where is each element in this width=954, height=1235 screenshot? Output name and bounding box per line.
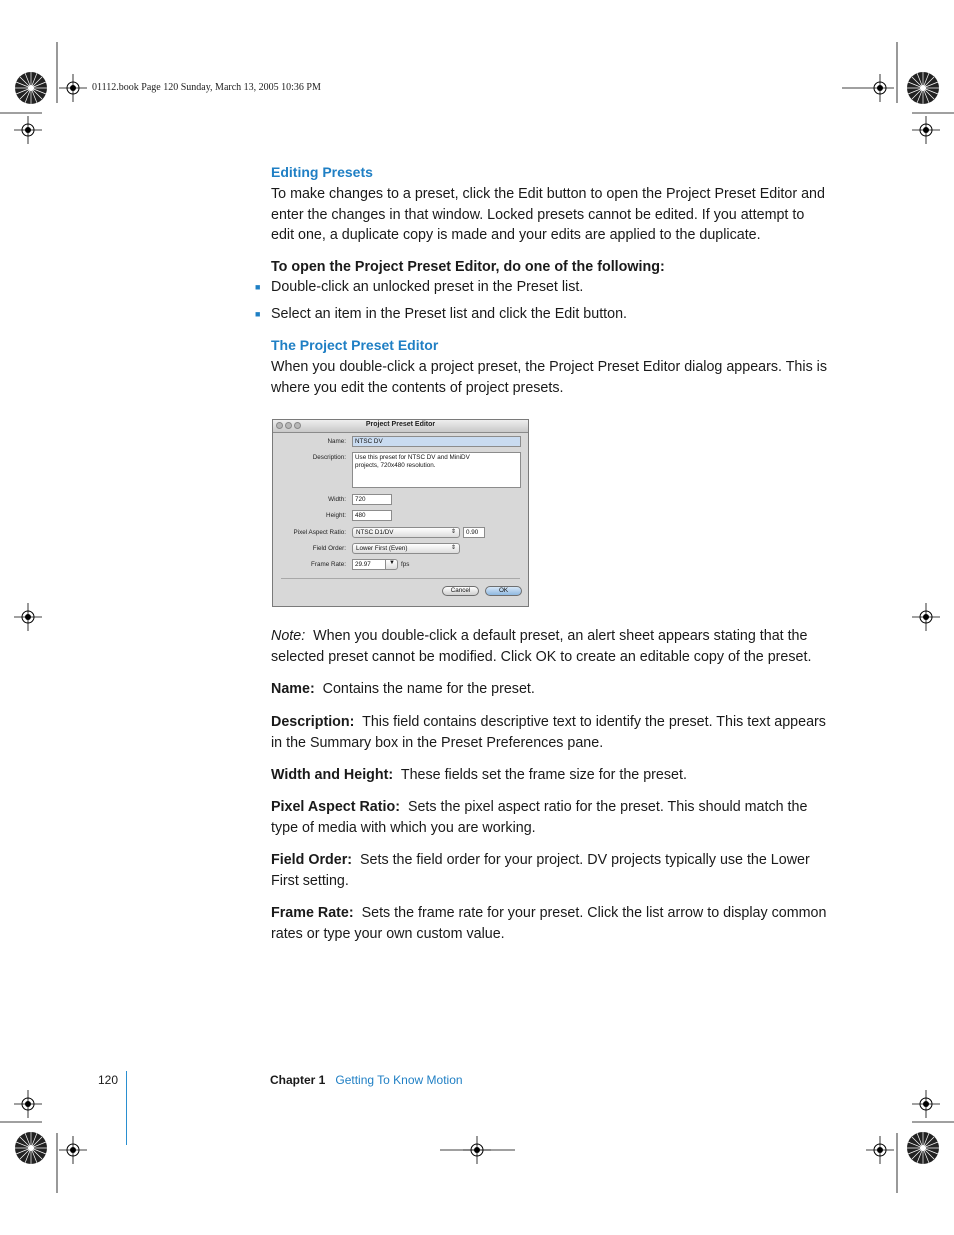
cancel-button[interactable]: Cancel [442,586,479,596]
registration-star-icon [15,72,47,104]
description-field[interactable]: Use this preset for NTSC DV and MiniDV projects, 720x480 resolution. [352,452,521,488]
crosshair-icon [14,116,42,144]
dialog-title: Project Preset Editor [365,421,436,428]
definition-pixel-aspect-ratio: Pixel Aspect Ratio: Sets the pixel aspect ratio for the preset. This should match the type of media with which you are working. [271,799,808,836]
page-number: 120 [98,1073,119,1087]
crosshair-icon [14,1090,42,1118]
crosshair-icon [59,74,87,102]
heading-editing-presets: Editing Presets [271,164,373,180]
note-paragraph: Note: When you double-click a default preset, an alert sheet appears stating that the selected preset cannot be modified. Click OK to create an editable copy of the preset. [271,628,812,665]
height-label: Height: [326,512,346,519]
field-order-label: Field Order: [312,545,346,552]
frame-rate-field[interactable]: 29.97 [352,559,386,570]
registration-star-icon [15,1132,47,1164]
bullet-item: Double-click an unlocked preset in the Preset list. [271,279,584,295]
running-footer [270,1073,463,1087]
ok-button[interactable]: OK [485,586,522,596]
updown-arrows-icon: ⇕ [450,529,456,535]
pixel-aspect-ratio-popup[interactable]: NTSC D1/DV ⇕ [352,527,460,538]
note-label: Note: [271,628,306,644]
name-label: Name: [327,438,346,445]
width-label: Width: [328,496,346,503]
heading-project-preset-editor: The Project Preset Editor [271,337,439,353]
field-order-popup[interactable]: Lower First (Even) ⇕ [352,543,460,554]
height-field[interactable]: 480 [352,510,392,521]
definition-name: Name: Contains the name for the preset. [271,681,535,697]
width-field[interactable]: 720 [352,494,392,505]
description-label: Description: [312,454,346,461]
updown-arrows-icon: ⇕ [450,545,456,551]
fps-unit: fps [401,561,410,568]
frame-rate-label: Frame Rate: [311,561,346,568]
preset-editor-dialog [272,419,529,607]
paragraph-project-preset-editor: When you double-click a project preset, the Project Preset Editor dialog appears. This is where you edit the contents of project presets. [271,359,828,396]
registration-star-icon [907,1132,939,1164]
crosshair-icon [912,1090,940,1118]
crosshair-icon [912,603,940,631]
task-heading: To open the Project Preset Editor, do one of the following: [271,259,665,275]
definition-description: Description: This field contains descriptive text to identify the preset. This text appears in the Summary box in the Preset Preferences pane. [271,714,826,751]
bullet-icon: ■ [255,282,261,292]
frame-rate-dropdown[interactable] [385,559,398,570]
paragraph-editing-presets: To make changes to a preset, click the Edit button to open the Project Preset Editor and enter the changes in that window. Locked presets cannot be edited. If you attempt to edit one, a duplicate copy is made and your edits are applied to the duplicate. [271,186,825,243]
dialog-titlebar [273,420,528,433]
definition-field-order: Field Order: Sets the field order for your project. DV projects typically use the Lower First setting. [271,852,810,889]
registration-star-icon [907,72,939,104]
bullet-item: Select an item in the Preset list and click the Edit button. [271,306,628,322]
print-slug: 01112.book Page 120 Sunday, March 13, 2005 10:36 PM [92,82,321,93]
pixel-aspect-ratio-value[interactable]: 0.90 [463,527,485,538]
crosshair-icon [866,74,894,102]
pixel-aspect-ratio-label: Pixel Aspect Ratio: [293,529,346,536]
name-field[interactable]: NTSC DV [352,436,521,447]
dropdown-arrow-icon: ▼ [389,560,395,566]
chapter-title-link[interactable]: Getting To Know Motion [335,1073,463,1087]
footer-rule [126,1071,127,1145]
crosshair-icon [866,1136,894,1164]
crosshair-icon [59,1136,87,1164]
definition-width-height: Width and Height: These fields set the frame size for the preset. [271,767,687,783]
dialog-divider [281,578,520,579]
crosshair-icon [14,603,42,631]
chapter-label: Chapter 1 [270,1073,326,1087]
definition-frame-rate: Frame Rate: Sets the frame rate for your preset. Click the list arrow to display common rates or type your own custom value. [271,905,827,942]
crosshair-icon [912,116,940,144]
bullet-icon: ■ [255,309,261,319]
